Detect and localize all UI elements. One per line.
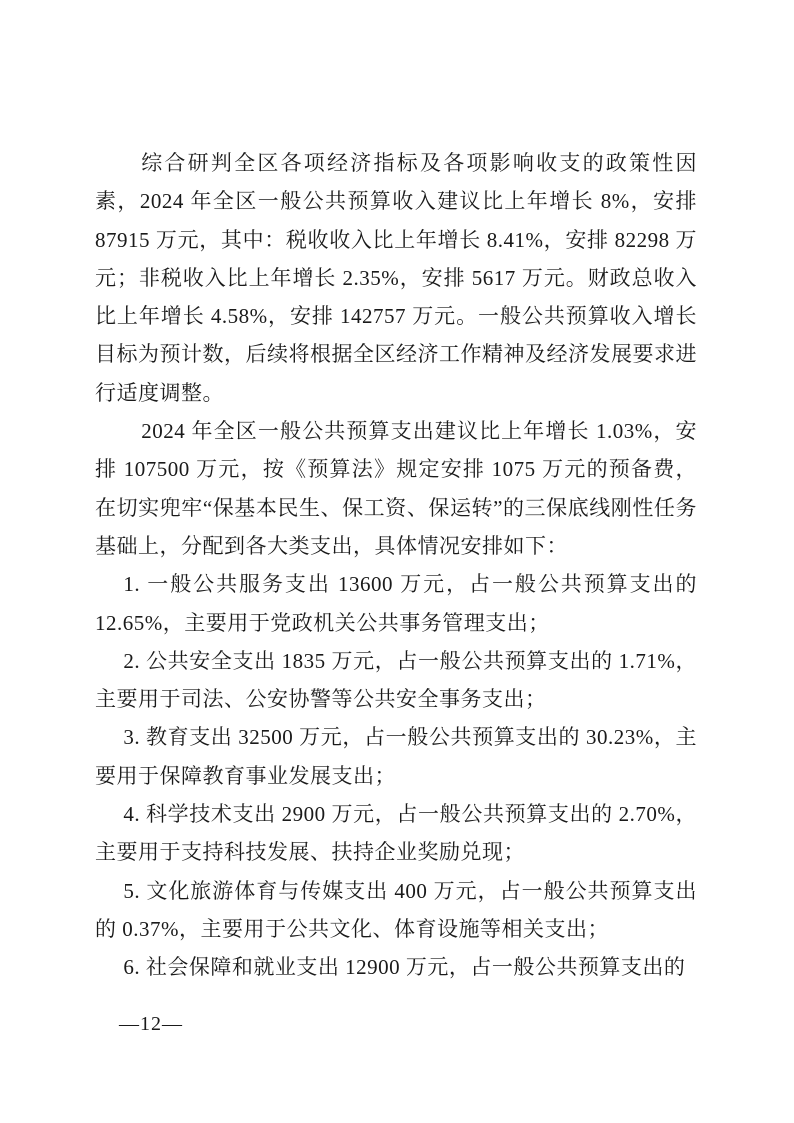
paragraph-item-5-culture-tourism-media: 5. 文化旅游体育与传媒支出 400 万元，占一般公共预算支出的 0.37%，主要用于公共文化、体育设施等相关支出； (95, 878, 697, 941)
paragraph-revenue-overview: 综合研判全区各项经济指标及各项影响收支的政策性因素，2024 年全区一般公共预算收入建议比上年增长 8%，安排 87915 万元，其中：税收收入比上年增长 8.41%，安排 82298 万元；非税收入比上年增长 2.35%，安排 5617 万元。财政总收入比上年增长 4.58%，安排 142757 万元。一般公共预算收入增长目标为预计数，后续将根据全区经济工作精神及经济发展要求进行适度调整。 (95, 151, 697, 405)
paragraph-item-2-public-security: 2. 公共安全支出 1835 万元，占一般公共预算支出的 1.71%，主要用于司法、公安协警等公共安全事务支出； (95, 648, 697, 712)
paragraph-item-6-social-security-employment: 6. 社会保障和就业支出 12900 万元，占一般公共预算支出的 (123, 955, 686, 980)
page-footer (0, 1012, 794, 1042)
document-body (95, 144, 697, 987)
paragraph-item-3-education: 3. 教育支出 32500 万元，占一般公共预算支出的 30.23%，主要用于保障教育事业发展支出； (95, 725, 697, 788)
paragraph-expenditure-overview: 2024 年全区一般公共预算支出建议比上年增长 1.03%，安排 107500 万元，按《预算法》规定安排 1075 万元的预备费，在切实兜牢“保基本民生、保工资、保运转”的三保底线刚性任务基础上，分配到各大类支出，具体情况安排如下： (95, 419, 697, 558)
paragraph-item-4-science-technology: 4. 科学技术支出 2900 万元，占一般公共预算支出的 2.70%，主要用于支持科技发展、扶持企业奖励兑现； (95, 802, 697, 865)
paragraph-item-1-general-public-services: 1. 一般公共服务支出 13600 万元，占一般公共预算支出的 12.65%，主要用于党政机关公共事务管理支出； (95, 572, 697, 635)
page-number: —12— (119, 1013, 183, 1035)
